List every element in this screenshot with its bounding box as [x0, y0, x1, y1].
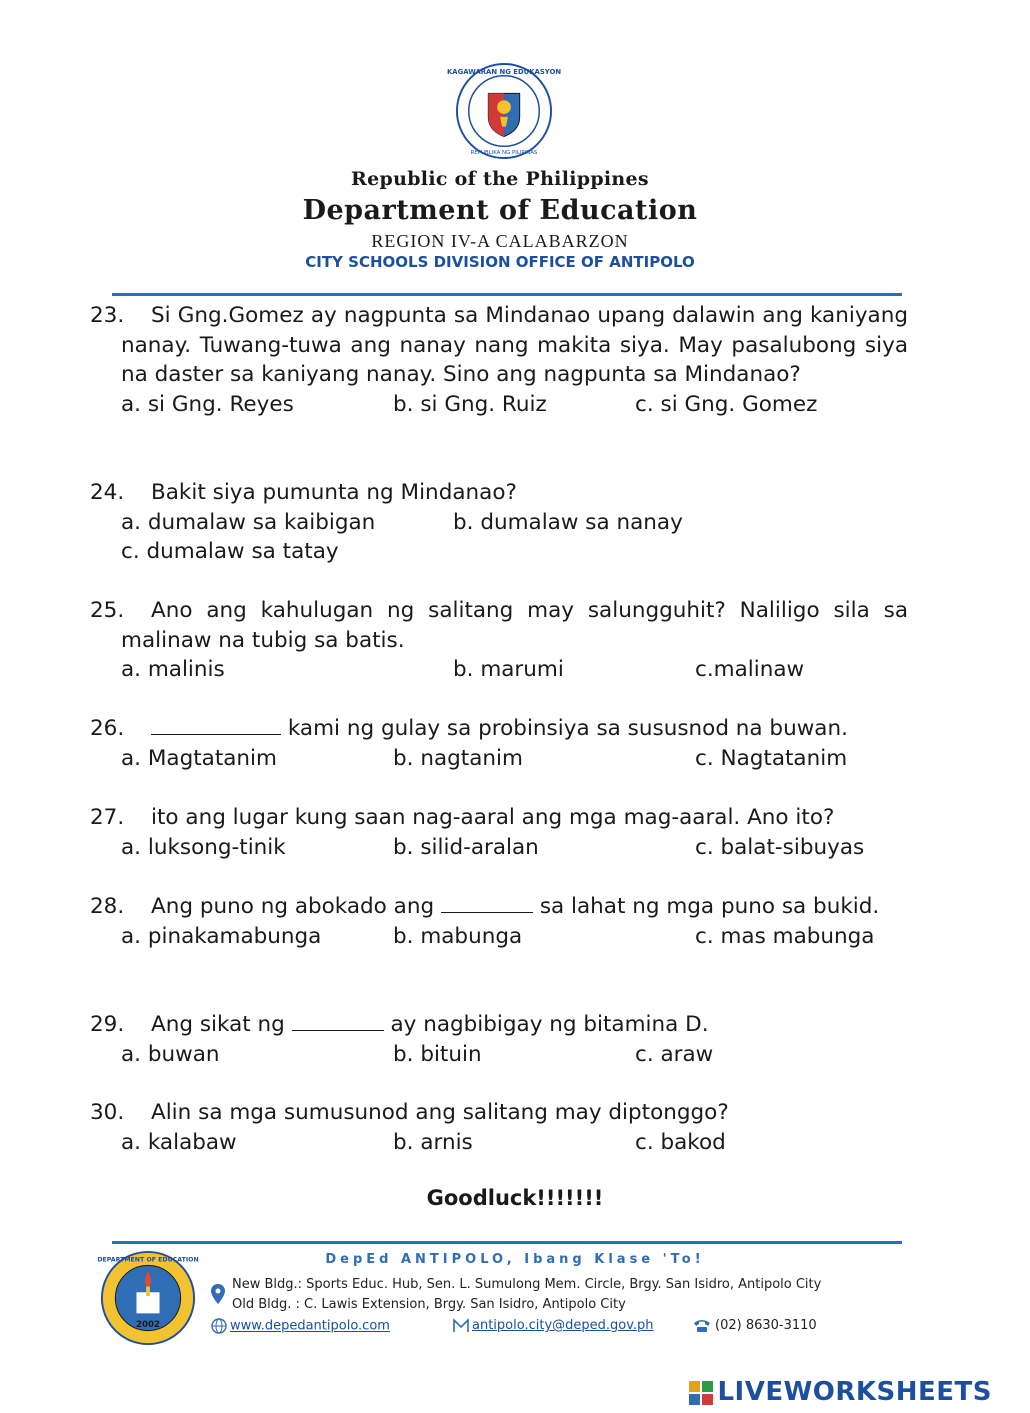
watermark-text: LIVEWORKSHEETS: [717, 1377, 992, 1407]
question-number: 27.: [90, 805, 125, 830]
choice-b[interactable]: b. mabunga: [393, 923, 523, 949]
question-stem: Bakit siya pumunta ng Mindanao?: [151, 480, 517, 505]
question-30: [90, 1098, 908, 1157]
location-pin-icon: [211, 1284, 225, 1304]
question-stem: Ano ang kahulugan ng salitang may salungguhit? Naliligo sila sa malinaw na tubig sa batis.: [121, 598, 908, 653]
email-link[interactable]: antipolo.city@deped.gov.ph: [472, 1318, 654, 1333]
question-23: [90, 301, 908, 419]
question-24: [90, 478, 908, 567]
question-stem: Alin sa mga sumusunod ang salitang may diptonggo?: [151, 1100, 729, 1125]
question-stem-after: ay nagbibigay ng bitamina D.: [390, 1012, 709, 1037]
choice-b[interactable]: b. arnis: [393, 1129, 473, 1155]
choice-c[interactable]: c. balat-sibuyas: [695, 834, 865, 860]
choice-c[interactable]: c. dumalaw sa tatay: [121, 539, 339, 564]
globe-icon: [211, 1318, 227, 1334]
question-stem: kami ng gulay sa probinsiya sa sususnod na buwan.: [287, 716, 848, 741]
website-contact: [211, 1318, 390, 1334]
svg-text:DEPARTMENT OF EDUCATION: DEPARTMENT OF EDUCATION: [97, 1256, 199, 1264]
email-contact: [453, 1318, 654, 1333]
choice-b[interactable]: b. bituin: [393, 1041, 482, 1067]
liveworksheets-watermark: [688, 1377, 992, 1407]
svg-text:KAGAWARAN NG EDUKASYON: KAGAWARAN NG EDUKASYON: [446, 67, 562, 76]
choice-a[interactable]: a. luksong-tinik: [121, 834, 286, 860]
footer-tagline: DepEd ANTIPOLO, Ibang Klase 'To!: [325, 1252, 705, 1267]
question-26: [90, 714, 908, 773]
question-stem: ito ang lugar kung saan nag-aaral ang mga mag-aaral. Ano ito?: [151, 805, 835, 830]
republic-title: Republic of the Philippines: [351, 168, 649, 190]
choice-b[interactable]: b. dumalaw sa nanay: [453, 509, 683, 535]
choice-a[interactable]: a. dumalaw sa kaibigan: [121, 509, 376, 535]
question-number: 28.: [90, 894, 125, 919]
choice-b[interactable]: b. si Gng. Ruiz: [393, 391, 547, 417]
website-link[interactable]: www.depedantipolo.com: [230, 1318, 390, 1334]
liveworksheets-logo-icon: [688, 1380, 714, 1406]
choice-a[interactable]: a. buwan: [121, 1041, 220, 1067]
question-25: [90, 596, 908, 685]
mail-icon: [453, 1319, 469, 1333]
department-title: Department of Education: [302, 195, 698, 226]
question-number: 25.: [90, 598, 125, 623]
question-number: 23.: [90, 303, 125, 328]
choice-a[interactable]: a. si Gng. Reyes: [121, 391, 294, 417]
choice-a[interactable]: a. malinis: [121, 657, 225, 682]
choice-c[interactable]: c. araw: [635, 1041, 714, 1067]
choice-c[interactable]: c. si Gng. Gomez: [635, 391, 818, 417]
choice-c[interactable]: c. Nagtatanim: [695, 745, 848, 771]
choice-a[interactable]: a. Magtatanim: [121, 745, 277, 771]
address-old-building: Old Bldg. : C. Lawis Extension, Brgy. San Isidro, Antipolo City: [232, 1297, 626, 1312]
question-number: 30.: [90, 1100, 125, 1125]
choice-c[interactable]: c. bakod: [635, 1129, 726, 1155]
choice-b[interactable]: b. marumi: [453, 657, 564, 682]
question-stem-before: Ang puno ng abokado ang: [151, 894, 435, 919]
question-stem-before: Ang sikat ng: [151, 1012, 285, 1037]
choice-b[interactable]: b. nagtanim: [393, 745, 523, 771]
question-number: 26.: [90, 716, 125, 741]
question-stem-after: sa lahat ng mga puno sa bukid.: [539, 894, 880, 919]
question-27: [90, 803, 908, 862]
choice-b[interactable]: b. silid-aralan: [393, 834, 539, 860]
choice-a[interactable]: a. kalabaw: [121, 1129, 237, 1155]
phone-contact: [692, 1318, 817, 1333]
question-stem: Si Gng.Gomez ay nagpunta sa Mindanao upang dalawin ang kaniyang nanay. Tuwang-tuwa ang nanay nang makita siya. May pasalubong siya na daster sa kaniyang nanay. Sino ang nagpunta sa Mindanao?: [121, 303, 908, 387]
logo-year: 2002: [135, 1319, 161, 1330]
question-number: 29.: [90, 1012, 125, 1037]
question-28: [90, 892, 908, 951]
division-title: CITY SCHOOLS DIVISION OFFICE OF ANTIPOLO: [305, 253, 695, 271]
footer-divider: [112, 1241, 902, 1244]
answer-blank[interactable]: [151, 714, 281, 735]
deped-seal: [446, 62, 562, 160]
choice-c[interactable]: c. mas mabunga: [695, 923, 875, 949]
svg-text:REPUBLIKA NG PILIPINAS: REPUBLIKA NG PILIPINAS: [470, 150, 538, 157]
question-29: [90, 1010, 908, 1069]
closing-message: Goodluck!!!!!!!: [426, 1186, 604, 1210]
region-title: REGION IV-A CALABARZON: [371, 231, 629, 251]
answer-blank[interactable]: [292, 1010, 384, 1031]
choice-a[interactable]: a. pinakamabunga: [121, 923, 322, 949]
phone-number: (02) 8630-3110: [715, 1318, 817, 1333]
choice-c[interactable]: c.malinaw: [695, 657, 805, 682]
answer-blank[interactable]: [441, 892, 533, 913]
header-divider: [112, 293, 902, 296]
address-new-building: New Bldg.: Sports Educ. Hub, Sen. L. Sumulong Mem. Circle, Brgy. San Isidro, Antipolo City: [232, 1277, 822, 1292]
question-number: 24.: [90, 480, 125, 505]
phone-icon: [692, 1319, 712, 1333]
